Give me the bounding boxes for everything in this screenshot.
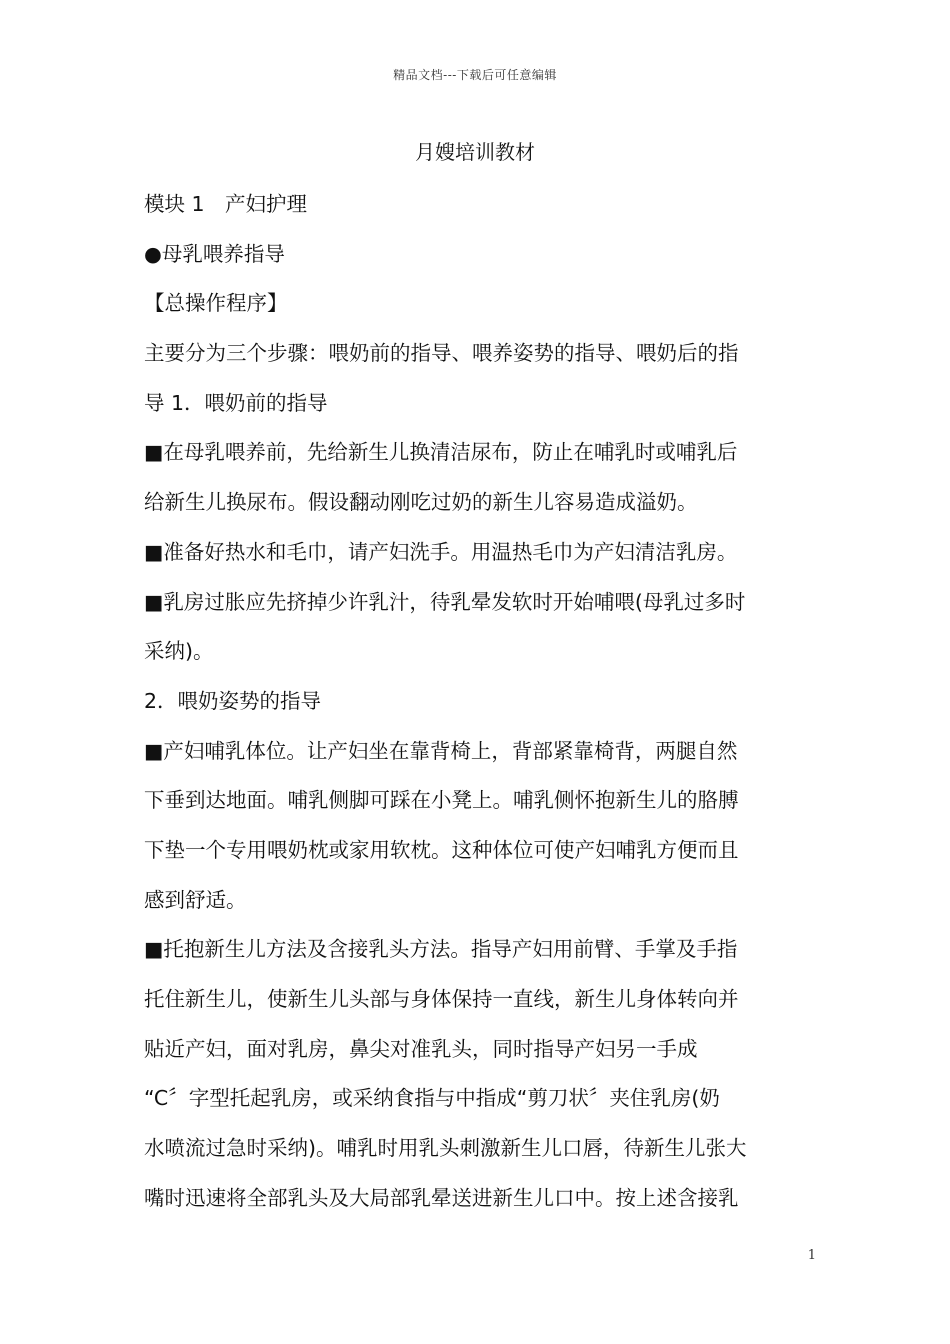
document-body [144, 180, 808, 1223]
header-note: 精品文档---下载后可任意编辑 [393, 68, 557, 82]
text-line: 下垂到达地面。哺乳侧脚可踩在小凳上。哺乳侧怀抱新生儿的胳膊 [144, 788, 739, 813]
text-line: 感到舒适。 [144, 887, 247, 912]
text-line: 主要分为三个步骤：喂奶前的指导、喂养姿势的指导、喂奶后的指 [144, 341, 739, 366]
text-line: 水喷流过急时采纳)。哺乳时用乳头刺激新生儿口唇，待新生儿张大 [144, 1136, 747, 1161]
page-number: 1 [807, 1248, 816, 1263]
text-line: ■准备好热水和毛巾，请产妇洗手。用温热毛巾为产妇清洁乳房。 [144, 539, 738, 564]
text-line: 导 1．喂奶前的指导 [144, 390, 328, 415]
text-line: ■在母乳喂养前，先给新生儿换清洁尿布，防止在哺乳时或哺乳后 [144, 440, 738, 465]
text-line: 采纳)。 [144, 639, 214, 664]
text-line: ■乳房过胀应先挤掉少许乳汁，待乳晕发软时开始哺喂(母乳过多时 [144, 589, 746, 614]
text-line: “C〞字型托起乳房，或采纳食指与中指成“剪刀状〞夹住乳房(奶 [144, 1086, 720, 1111]
text-line: 嘴时迅速将全部乳头及大局部乳晕送进新生儿口中。按上述含接乳 [144, 1185, 739, 1210]
text-line: ■产妇哺乳体位。让产妇坐在靠背椅上，背部紧靠椅背，两腿自然 [144, 738, 738, 763]
text-line: 托住新生儿，使新生儿头部与身体保持一直线，新生儿身体转向并 [144, 987, 739, 1011]
module-heading: 模块 1 产妇护理 [144, 192, 308, 216]
document-title: 月嫂培训教材 [415, 140, 535, 164]
text-line: 贴近产妇，面对乳房，鼻尖对准乳头，同时指导产妇另一手成 [144, 1036, 698, 1061]
text-line: 给新生儿换尿布。假设翻动刚吃过奶的新生儿容易造成溢奶。 [144, 490, 698, 515]
subsection-heading: 2．喂奶姿势的指导 [144, 688, 322, 713]
procedure-heading: 【总操作程序】 [144, 291, 288, 316]
text-line: ■托抱新生儿方法及含接乳头方法。指导产妇用前臂、手掌及手指 [144, 937, 738, 962]
section-heading: ●母乳喂养指导 [144, 241, 285, 266]
text-line: 下垫一个专用喂奶枕或家用软枕。这种体位可使产妇哺乳方便而且 [144, 837, 739, 862]
